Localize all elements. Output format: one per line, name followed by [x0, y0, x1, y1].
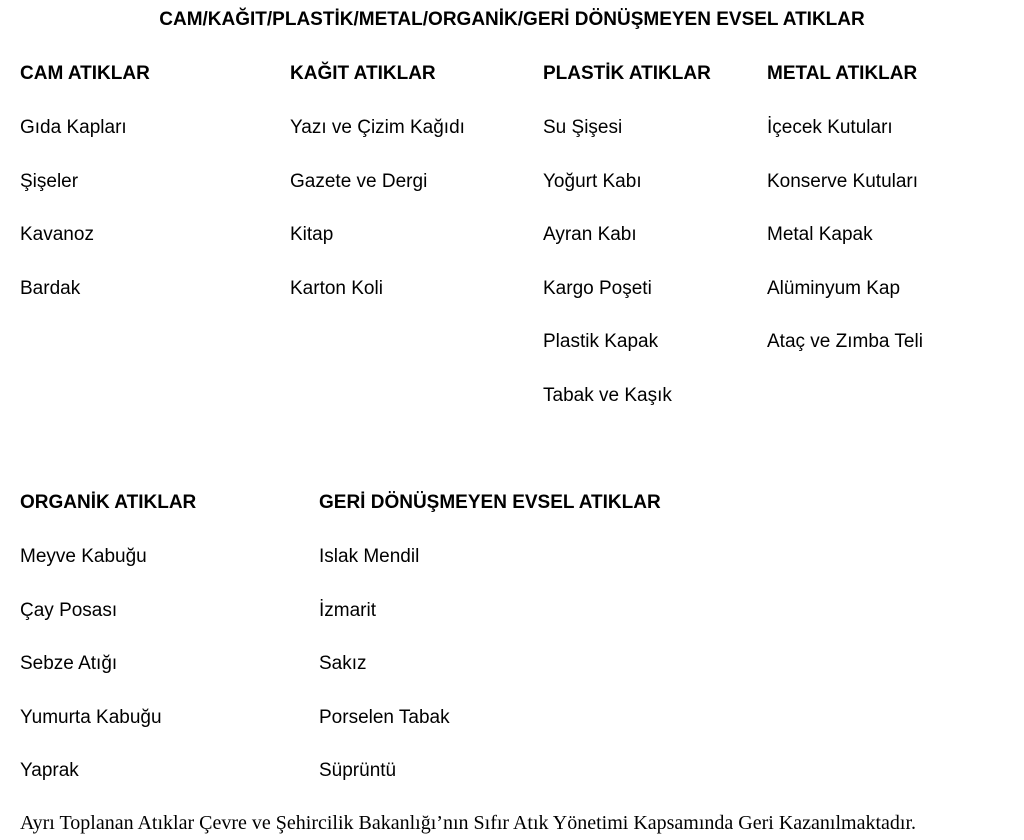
list-item: Çay Posası — [20, 599, 118, 621]
item-list-cam — [20, 116, 150, 301]
list-item: Plastik Kapak — [543, 331, 659, 353]
list-item: Yumurta Kabuğu — [20, 706, 162, 728]
list-item: Ataç ve Zımba Teli — [767, 331, 923, 353]
column-plastik — [543, 62, 711, 408]
list-item: Gıda Kapları — [20, 117, 127, 138]
item-list-metal — [767, 116, 923, 354]
list-item: Ayran Kabı — [543, 224, 637, 246]
column-geri-donusmeyen — [319, 491, 661, 783]
column-header-organik: ORGANİK ATIKLAR — [20, 492, 197, 513]
list-item: Kitap — [290, 224, 334, 246]
list-item: Meyve Kabuğu — [20, 546, 147, 567]
list-item: Kargo Poşeti — [543, 277, 652, 299]
list-item: İçecek Kutuları — [767, 117, 893, 138]
list-item: Sebze Atığı — [20, 653, 118, 675]
column-header-metal: METAL ATIKLAR — [767, 63, 918, 84]
list-item: Kavanoz — [20, 224, 94, 246]
column-cam — [20, 62, 150, 301]
column-header-cam: CAM ATIKLAR — [20, 63, 150, 84]
item-list-kagit — [290, 116, 465, 301]
list-item: Süprüntü — [319, 760, 397, 782]
list-item: Gazete ve Dergi — [290, 170, 428, 192]
list-item: İzmarit — [319, 599, 376, 621]
item-list-organik — [20, 545, 196, 783]
page-title: CAM/KAĞIT/PLASTİK/METAL/ORGANİK/GERİ DÖNÜŞMEYEN EVSEL ATIKLAR — [159, 9, 865, 30]
column-header-kagit: KAĞIT ATIKLAR — [290, 63, 436, 84]
list-item: Şişeler — [20, 170, 79, 192]
list-item: Su Şişesi — [543, 117, 623, 138]
list-item: Yaprak — [20, 760, 79, 782]
item-list-geri-donusmeyen — [319, 545, 661, 783]
column-header-geri-donusmeyen: GERİ DÖNÜŞMEYEN EVSEL ATIKLAR — [319, 492, 661, 513]
item-list-plastik — [543, 116, 711, 408]
list-item: Sakız — [319, 653, 367, 675]
list-item: Porselen Tabak — [319, 706, 450, 728]
list-item: Tabak ve Kaşık — [543, 384, 672, 406]
list-item: Islak Mendil — [319, 546, 420, 567]
column-kagit — [290, 62, 465, 301]
column-organik — [20, 491, 196, 783]
list-item: Yoğurt Kabı — [543, 170, 642, 192]
list-item: Metal Kapak — [767, 224, 873, 246]
column-header-plastik: PLASTİK ATIKLAR — [543, 63, 711, 84]
list-item: Yazı ve Çizim Kağıdı — [290, 117, 465, 138]
column-metal — [767, 62, 923, 354]
list-item: Alüminyum Kap — [767, 277, 901, 299]
footnote: Ayrı Toplanan Atıklar Çevre ve Şehircilik Bakanlığı’nın Sıfır Atık Yönetimi Kapsamında Geri Kazanılmaktadır. — [20, 812, 917, 834]
list-item: Konserve Kutuları — [767, 170, 919, 192]
list-item: Karton Koli — [290, 277, 383, 299]
list-item: Bardak — [20, 277, 81, 299]
